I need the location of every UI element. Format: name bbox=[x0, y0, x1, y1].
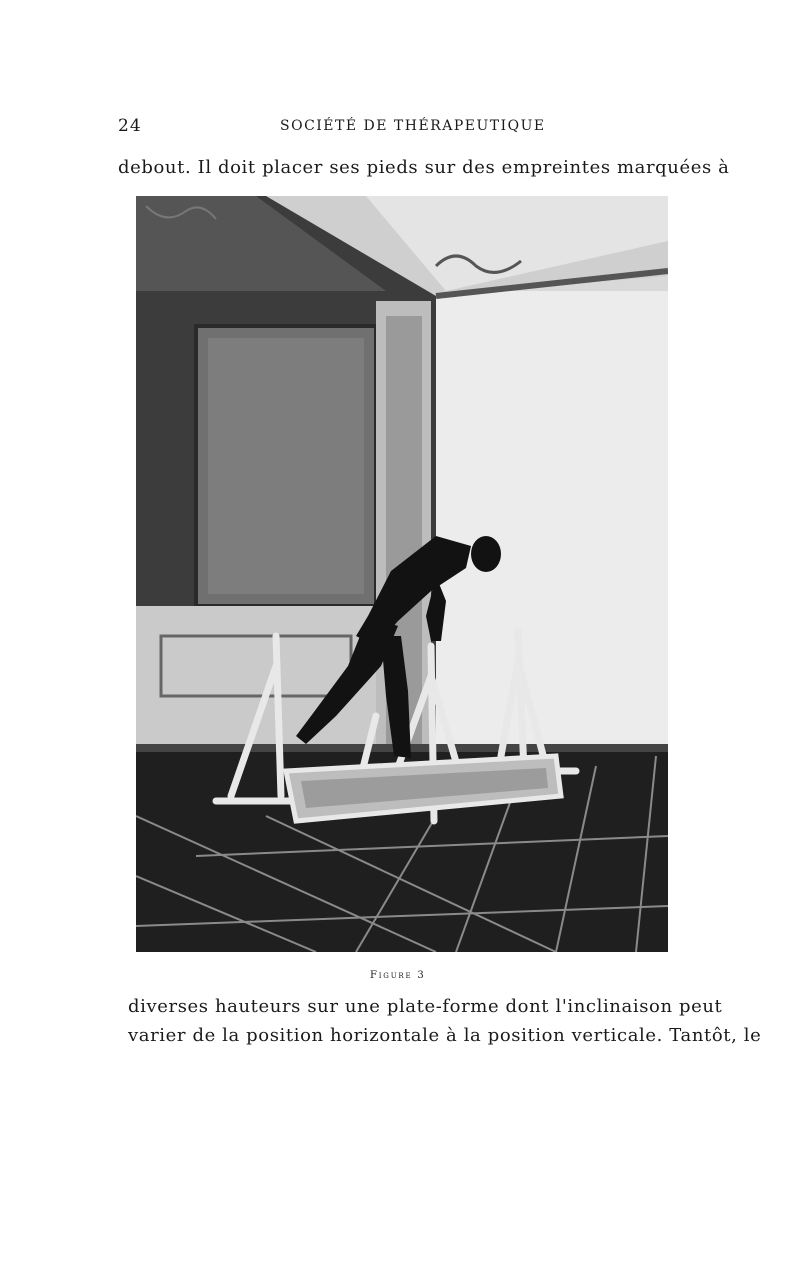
body-text-line: varier de la position horizontale à la position verticale. Tantôt, le bbox=[128, 1025, 762, 1046]
figure-caption: Figure 3 bbox=[370, 970, 426, 981]
running-head: SOCIÉTÉ DE THÉRAPEUTIQUE bbox=[280, 118, 546, 134]
page-number: 24 bbox=[118, 116, 142, 136]
body-text-line: debout. Il doit placer ses pieds sur des empreintes marquées à bbox=[118, 157, 730, 178]
body-text-line: diverses hauteurs sur une plate-forme dont l'inclinaison peut bbox=[128, 996, 723, 1017]
figure-photograph bbox=[136, 196, 668, 952]
